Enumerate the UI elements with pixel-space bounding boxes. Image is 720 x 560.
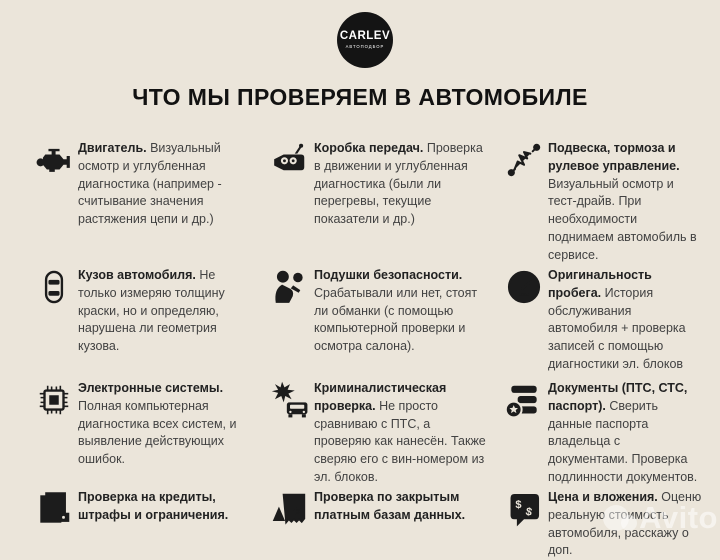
check-item-desc: Оценю реальную стоимость автомобиля, расскажу о доп.	[548, 490, 702, 558]
carlev-logo	[337, 12, 393, 68]
check-item-suspension	[500, 140, 712, 267]
check-item-gearbox	[266, 140, 500, 267]
check-item-desc: Полная компьютерная диагностика всех систем, и выявление действующих ошибок.	[78, 398, 237, 466]
check-item-desc: Визуальный осмотр и углубленная диагностика (например - считывание значения растяжения цепи и др.)	[78, 141, 222, 226]
check-item-title: Подушки безопасности.	[314, 268, 463, 282]
check-item-engine	[30, 140, 266, 267]
check-item-documents	[500, 380, 712, 489]
check-item-desc: Проверка в движении и углубленная диагностика (были ли перегревы, текущие показатели и др.)	[314, 141, 483, 226]
check-item-text	[78, 380, 256, 469]
documents-icon	[505, 381, 545, 421]
paid-database-icon	[271, 490, 311, 530]
airbag-icon	[271, 268, 311, 308]
check-item-title: Коробка передач.	[314, 141, 424, 155]
check-item-title: Кузов автомобиля.	[78, 268, 196, 282]
check-item-electronics	[30, 380, 266, 489]
gearbox-icon	[271, 141, 311, 181]
check-item-text	[548, 380, 702, 487]
svg-text:$: $	[524, 505, 533, 519]
check-item-text	[78, 267, 256, 356]
logo-subtitle: АВТОПОДБОР	[345, 43, 385, 49]
check-item-text	[314, 489, 490, 525]
check-item-title: Цена и вложения.	[548, 490, 658, 504]
check-item-title: Подвеска, тормоза и рулевое управление.	[548, 141, 680, 173]
check-item-forensic	[266, 380, 500, 489]
check-item-title: Электронные системы.	[78, 381, 224, 395]
price-icon	[505, 490, 545, 530]
check-item-title: Проверка по закрытым платным базам данных.	[314, 490, 466, 522]
check-item-text	[314, 380, 490, 487]
check-item-title: Двигатель.	[78, 141, 147, 155]
svg-text:$: $	[515, 499, 522, 512]
svg-text:0000: 0000	[518, 293, 530, 299]
engine-icon	[35, 141, 75, 181]
check-item-credits	[30, 489, 266, 560]
check-item-title: Документы (ПТС, СТС, паспорт).	[548, 381, 688, 413]
check-item-text	[78, 489, 256, 525]
page-title: ЧТО МЫ ПРОВЕРЯЕМ В АВТОМОБИЛЕ	[132, 84, 588, 110]
car-crash-icon	[271, 381, 311, 421]
check-item-airbags	[266, 267, 500, 380]
check-item-title: Криминалистическая проверка.	[314, 381, 447, 413]
check-item-text	[548, 140, 702, 264]
check-item-text	[78, 140, 256, 229]
check-item-desc: Не просто сравниваю с ПТС, а проверяю как нанесён. Также сверяю его с вин-номером из эл. блоков.	[314, 398, 486, 484]
logo-brand: CARLEV	[339, 29, 391, 42]
check-item-text	[548, 267, 702, 374]
suspension-icon	[505, 141, 545, 181]
check-item-desc: История обслуживания автомобиля + проверка записей с помощью диагностики эл. блоков	[548, 285, 686, 371]
check-item-desc: Не только измеряю толщину краски, но и определяю, нарушена ли геометрия кузова.	[78, 268, 225, 353]
check-item-databases	[266, 489, 500, 560]
chip-icon	[35, 381, 75, 421]
check-item-text	[314, 267, 490, 356]
odometer-icon	[505, 268, 545, 308]
check-item-car-body	[30, 267, 266, 380]
check-item-price	[500, 489, 712, 560]
check-item-desc: Визуальный осмотр и тест-драйв. При необходимости поднимаем автомобиль в сервисе.	[548, 176, 697, 262]
check-item-title: Проверка на кредиты, штрафы и ограничения.	[78, 490, 229, 522]
car-body-icon	[35, 268, 75, 308]
check-item-text	[314, 140, 490, 229]
check-item-title: Оригинальность пробега.	[548, 268, 652, 300]
watermark-label: Avito	[639, 500, 718, 535]
check-item-desc: Сверить данные паспорта владельца с документами. Проверка подлинности документов.	[548, 398, 698, 484]
document-lock-icon	[35, 490, 75, 530]
svg-text:$: $	[296, 509, 300, 516]
checks-grid	[30, 140, 712, 560]
check-item-mileage	[500, 267, 712, 380]
check-item-text	[548, 489, 702, 560]
check-item-desc: Срабатывали или нет, стоят ли обманки (с помощью компьютерной проверки и осмотра салона).	[314, 285, 478, 353]
